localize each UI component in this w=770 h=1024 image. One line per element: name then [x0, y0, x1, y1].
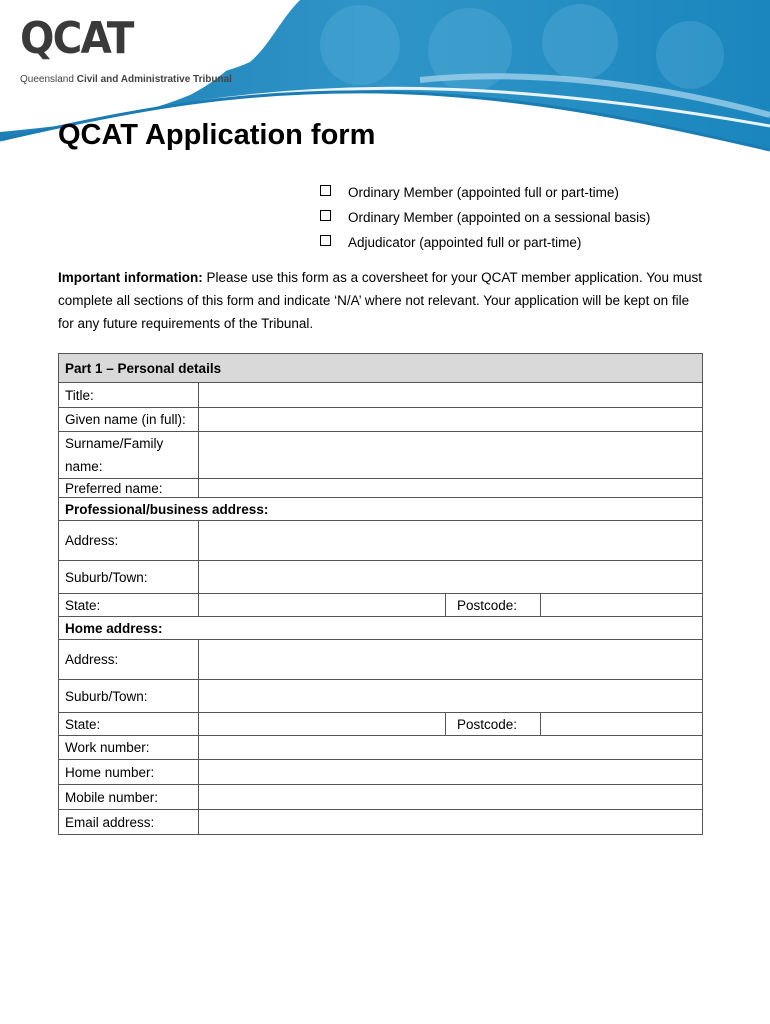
option-adjudicator[interactable]	[320, 230, 650, 255]
checkbox-ordinary-member-sessional[interactable]	[320, 210, 331, 221]
professional-postcode-field[interactable]	[541, 594, 703, 617]
home-state-row	[59, 713, 703, 736]
home-suburb-row	[59, 680, 703, 713]
checkbox-ordinary-member-full[interactable]	[320, 185, 331, 196]
option-label: Ordinary Member (appointed on a sessional basis)	[348, 210, 651, 225]
logo-subtitle-prefix: Queensland	[20, 74, 77, 85]
home-suburb-label: Suburb/Town:	[59, 680, 199, 713]
part1-title: Part 1 – Personal details	[59, 354, 703, 383]
option-label: Adjudicator (appointed full or part-time)	[348, 235, 582, 250]
important-information	[58, 266, 708, 335]
professional-suburb-field[interactable]	[199, 561, 703, 594]
preferred-name-row	[59, 479, 703, 498]
email-label: Email address:	[59, 810, 199, 835]
title-field[interactable]	[199, 383, 703, 408]
logo-subtitle-bold: Civil and Administrative Tribunal	[76, 74, 232, 85]
professional-address-heading: Professional/business address:	[59, 498, 703, 521]
option-label: Ordinary Member (appointed full or part-time)	[348, 185, 619, 200]
mobile-number-field[interactable]	[199, 785, 703, 810]
logo-wordmark: QCAT	[20, 13, 133, 64]
logo-subtitle	[20, 74, 232, 85]
surname-field[interactable]	[199, 432, 703, 479]
home-address-heading: Home address:	[59, 617, 703, 640]
professional-suburb-label: Suburb/Town:	[59, 561, 199, 594]
home-number-field[interactable]	[199, 760, 703, 785]
title-label: Title:	[59, 383, 199, 408]
surname-label: Surname/Family name:	[59, 432, 199, 479]
membership-options	[320, 180, 650, 255]
option-ordinary-member-full[interactable]	[320, 180, 650, 205]
work-number-row	[59, 736, 703, 760]
option-ordinary-member-sessional[interactable]	[320, 205, 650, 230]
professional-state-row	[59, 594, 703, 617]
part1-header-row	[59, 354, 703, 383]
home-address-row	[59, 640, 703, 680]
surname-row	[59, 432, 703, 479]
page-title: QCAT Application form	[58, 119, 376, 151]
professional-postcode-label: Postcode:	[446, 594, 541, 617]
home-suburb-field[interactable]	[199, 680, 703, 713]
professional-state-field[interactable]	[199, 594, 446, 617]
given-name-field[interactable]	[199, 408, 703, 432]
home-postcode-field[interactable]	[541, 713, 703, 736]
work-number-label: Work number:	[59, 736, 199, 760]
qcat-logo	[20, 13, 232, 85]
home-state-field[interactable]	[199, 713, 446, 736]
important-information-text: Please use this form as a coversheet for your QCAT member application. You must complete all sections of this form and indicate ‘N/A’ where not relevant. Your application will be kept on file for any future requirements of the Tribunal.	[58, 270, 702, 331]
home-postcode-label: Postcode:	[446, 713, 541, 736]
email-field[interactable]	[199, 810, 703, 835]
professional-address-field[interactable]	[199, 521, 703, 561]
home-number-row	[59, 760, 703, 785]
given-name-label: Given name (in full):	[59, 408, 199, 432]
preferred-name-label: Preferred name:	[59, 479, 199, 498]
professional-suburb-row	[59, 561, 703, 594]
home-number-label: Home number:	[59, 760, 199, 785]
professional-address-label: Address:	[59, 521, 199, 561]
professional-address-row	[59, 521, 703, 561]
mobile-number-row	[59, 785, 703, 810]
preferred-name-field[interactable]	[199, 479, 703, 498]
work-number-field[interactable]	[199, 736, 703, 760]
home-address-field[interactable]	[199, 640, 703, 680]
home-state-label: State:	[59, 713, 199, 736]
checkbox-adjudicator[interactable]	[320, 235, 331, 246]
title-row	[59, 383, 703, 408]
mobile-number-label: Mobile number:	[59, 785, 199, 810]
personal-details-table	[58, 353, 703, 835]
email-row	[59, 810, 703, 835]
important-information-label: Important information:	[58, 270, 203, 285]
given-name-row	[59, 408, 703, 432]
home-address-label: Address:	[59, 640, 199, 680]
home-address-header-row	[59, 617, 703, 640]
professional-address-header-row	[59, 498, 703, 521]
professional-state-label: State:	[59, 594, 199, 617]
